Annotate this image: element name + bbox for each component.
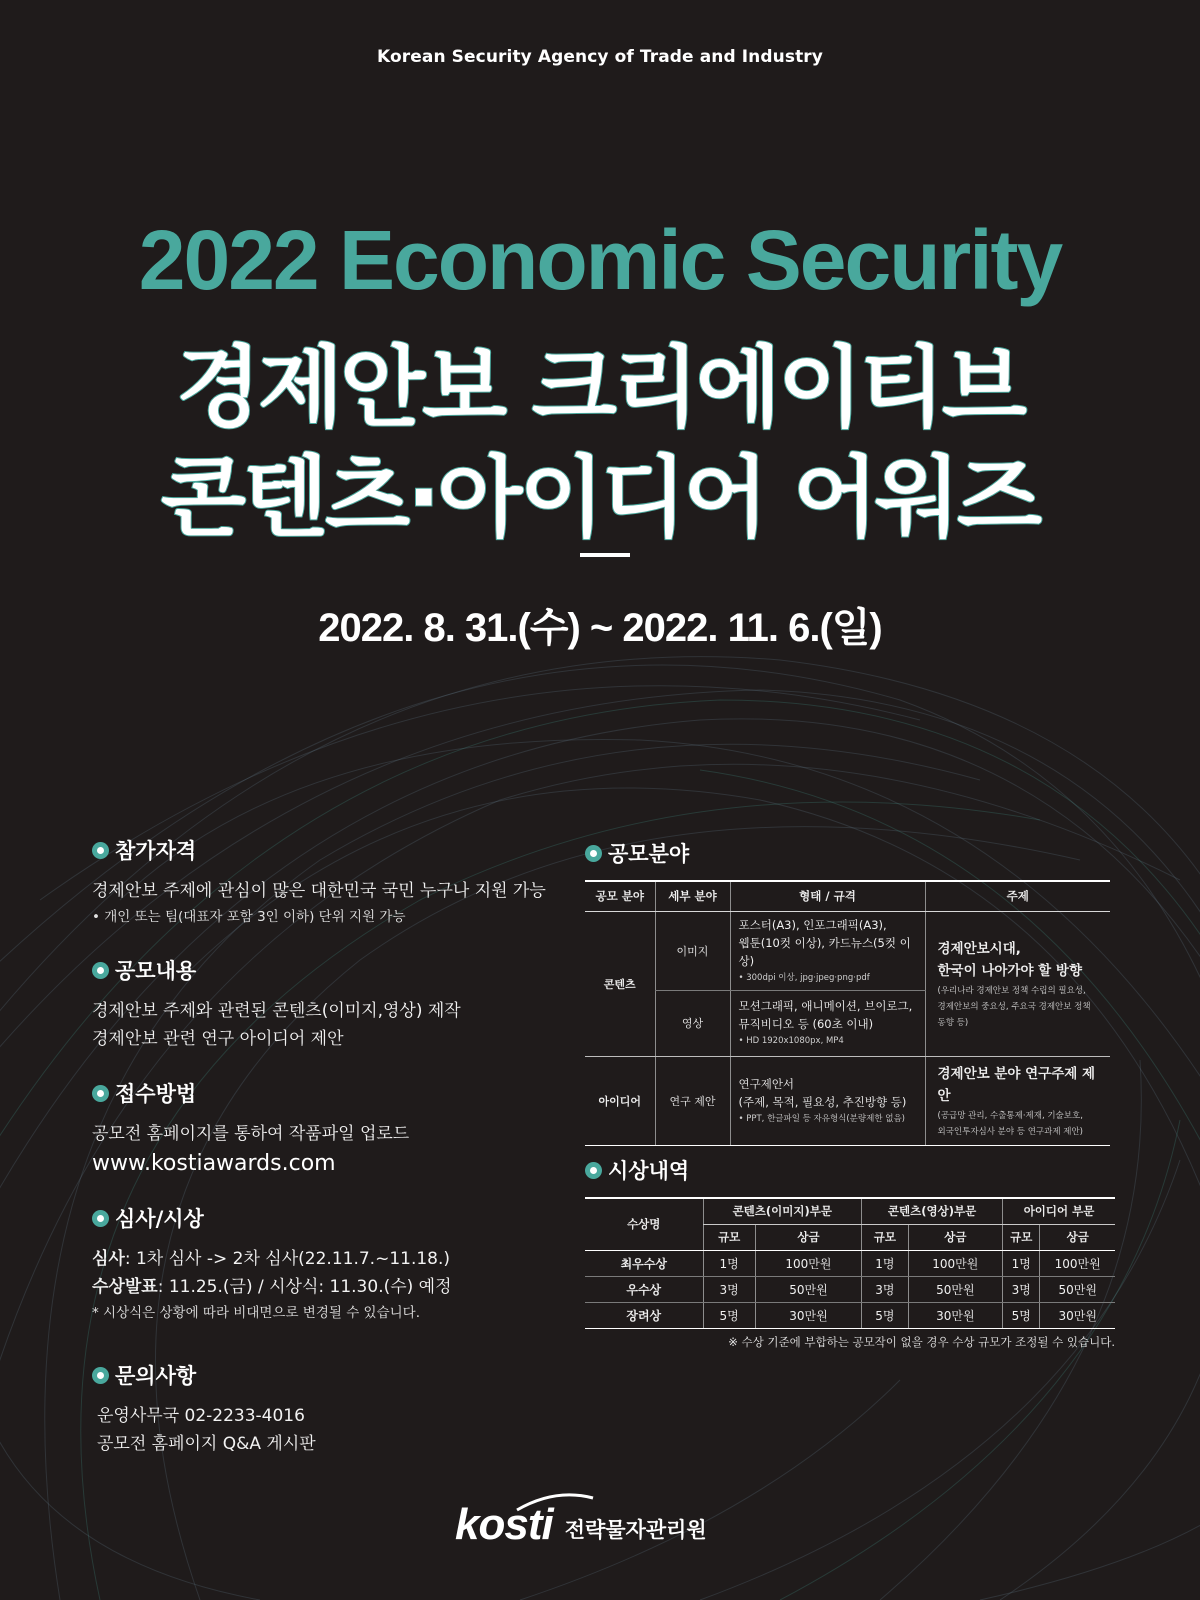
table-row xyxy=(585,1276,1115,1302)
eligibility-heading: 참가자격 xyxy=(115,839,197,863)
title-korean-line1: 경제안보 크리에이티브 xyxy=(176,336,1024,439)
idea-topic: 경제안보 분야 연구주제 제안 (공급망 관리, 수출통제·제재, 기술보호, 외국인투자심사 분야 등 연구과제 제안) xyxy=(925,1056,1110,1145)
table-header: 주제 xyxy=(925,881,1110,911)
group-header: 콘텐츠(이미지)부문 xyxy=(703,1198,862,1224)
image-spec: 포스터(A3), 인포그래픽(A3), 웹툰(10컷 이상), 카드뉴스(5컷 이상) • 300dpi 이상, jpg·jpeg·png·pdf xyxy=(730,911,925,990)
content-heading: 공모내용 xyxy=(115,959,197,983)
table-cell: 1명 xyxy=(703,1250,755,1276)
contents-topic: 경제안보시대, 한국이 나아가야 할 방향 (우리나라 경제안보 정책 수립의 필요성, 경제안보의 중요성, 주요국 경제안보 정책 동향 등) xyxy=(925,911,1110,1056)
table-cell: 100만원 xyxy=(755,1250,861,1276)
table-cell: 3명 xyxy=(703,1276,755,1302)
review-heading: 심사/시상 xyxy=(115,1207,204,1231)
content-section xyxy=(92,955,461,1053)
eligibility-section xyxy=(92,835,546,929)
title-divider xyxy=(580,553,630,557)
group-header: 콘텐츠(영상)부문 xyxy=(862,1198,1003,1224)
award-announcement: 수상발표: 11.25.(금) / 시상식: 11.30.(수) 예정 xyxy=(92,1277,452,1297)
title-english: 2022 Economic Security xyxy=(138,213,1062,307)
inquiry-phone: 운영사무국 02-2233-4016 xyxy=(97,1406,305,1426)
table-cell: 5명 xyxy=(703,1302,755,1328)
table-cell: 30만원 xyxy=(1040,1302,1115,1328)
table-cell: 1명 xyxy=(1003,1250,1040,1276)
table-cell: 3명 xyxy=(862,1276,909,1302)
awards-section xyxy=(585,1155,1115,1329)
bullet-icon xyxy=(585,845,602,862)
idea-spec: 연구제안서 (주제, 목적, 필요성, 추진방향 등) • PPT, 한글파일 등 자유형식(분량제한 없음) xyxy=(730,1056,925,1145)
table-cell: 1명 xyxy=(862,1250,909,1276)
awards-heading: 시상내역 xyxy=(608,1159,690,1183)
table-cell: 5명 xyxy=(862,1302,909,1328)
inquiry-section xyxy=(92,1360,316,1458)
title-korean-line2: 콘텐츠·아이디어 어워즈 xyxy=(160,446,1040,549)
awards-table xyxy=(585,1197,1115,1329)
submission-heading: 접수방법 xyxy=(115,1082,197,1106)
content-line: 경제안보 관련 연구 아이디어 제안 xyxy=(92,1029,344,1049)
submission-text: 공모전 홈페이지를 통하여 작품파일 업로드 xyxy=(92,1124,410,1144)
group-header: 아이디어 부문 xyxy=(1003,1198,1115,1224)
award-rank: 최우수상 xyxy=(585,1250,703,1276)
review-section xyxy=(92,1203,452,1325)
fields-section xyxy=(585,838,1110,1146)
fields-heading: 공모분야 xyxy=(608,842,690,866)
table-cell: 100만원 xyxy=(1040,1250,1115,1276)
rank-header: 수상명 xyxy=(585,1198,703,1250)
content-line: 경제안보 주제와 관련된 콘텐츠(이미지,영상) 제작 xyxy=(92,1001,461,1021)
agency-name: Korean Security Agency of Trade and Industry xyxy=(377,47,823,67)
inquiry-heading: 문의사항 xyxy=(115,1364,197,1388)
subfield-video: 영상 xyxy=(655,990,730,1056)
fields-table xyxy=(585,880,1110,1146)
subfield-research: 연구 제안 xyxy=(655,1056,730,1145)
review-note: * 시상식은 상황에 따라 비대면으로 변경될 수 있습니다. xyxy=(92,1305,420,1321)
table-row xyxy=(585,1250,1115,1276)
kosti-logo-wordmark: kosti xyxy=(455,1500,553,1549)
sub-header: 상금 xyxy=(1040,1224,1115,1250)
field-contents: 콘텐츠 xyxy=(585,911,655,1056)
field-idea: 아이디어 xyxy=(585,1056,655,1145)
bullet-icon xyxy=(585,1162,602,1179)
table-row xyxy=(585,1302,1115,1328)
table-header-row xyxy=(585,881,1110,911)
contest-period: 2022. 8. 31.(수) ~ 2022. 11. 6.(일) xyxy=(318,606,882,650)
table-row xyxy=(585,911,1110,990)
eligibility-text: 경제안보 주제에 관심이 많은 대한민국 국민 누구나 지원 가능 xyxy=(92,881,546,901)
table-row xyxy=(585,1056,1110,1145)
bullet-icon xyxy=(92,1085,109,1102)
logo-swoosh-icon xyxy=(515,1492,595,1512)
table-header: 형태 / 규격 xyxy=(730,881,925,911)
table-cell: 100만원 xyxy=(908,1250,1002,1276)
inquiry-board: 공모전 홈페이지 Q&A 게시판 xyxy=(97,1434,316,1454)
sub-header: 상금 xyxy=(908,1224,1002,1250)
review-schedule: 심사: 1차 심사 -> 2차 심사(22.11.7.~11.18.) xyxy=(92,1249,451,1269)
award-rank: 장려상 xyxy=(585,1302,703,1328)
bullet-icon xyxy=(92,962,109,979)
eligibility-note: • 개인 또는 팀(대표자 포함 3인 이하) 단위 지원 가능 xyxy=(92,909,406,925)
bullet-icon xyxy=(92,1367,109,1384)
sub-header: 규모 xyxy=(862,1224,909,1250)
subfield-image: 이미지 xyxy=(655,911,730,990)
table-cell: 50만원 xyxy=(755,1276,861,1302)
table-header: 공모 분야 xyxy=(585,881,655,911)
video-spec: 모션그래픽, 애니메이션, 브이로그, 뮤직비디오 등 (60초 이내) • HD 1920x1080px, MP4 xyxy=(730,990,925,1056)
table-header: 세부 분야 xyxy=(655,881,730,911)
kosti-logo xyxy=(455,1500,707,1550)
sub-header: 상금 xyxy=(755,1224,861,1250)
table-cell: 3명 xyxy=(1003,1276,1040,1302)
sub-header: 규모 xyxy=(1003,1224,1040,1250)
award-rank: 우수상 xyxy=(585,1276,703,1302)
bullet-icon xyxy=(92,1210,109,1227)
table-cell: 5명 xyxy=(1003,1302,1040,1328)
bullet-icon xyxy=(92,842,109,859)
org-name: 전략물자관리원 xyxy=(564,1518,707,1542)
submission-section xyxy=(92,1078,409,1180)
table-cell: 50만원 xyxy=(1040,1276,1115,1302)
awards-note: ※ 수상 기준에 부합하는 공모작이 없을 경우 수상 규모가 조정될 수 있습니다. xyxy=(728,1335,1115,1349)
table-cell: 30만원 xyxy=(755,1302,861,1328)
contest-website-link[interactable]: www.kostiawards.com xyxy=(92,1151,336,1176)
table-cell: 50만원 xyxy=(908,1276,1002,1302)
sub-header: 규모 xyxy=(703,1224,755,1250)
table-cell: 30만원 xyxy=(908,1302,1002,1328)
